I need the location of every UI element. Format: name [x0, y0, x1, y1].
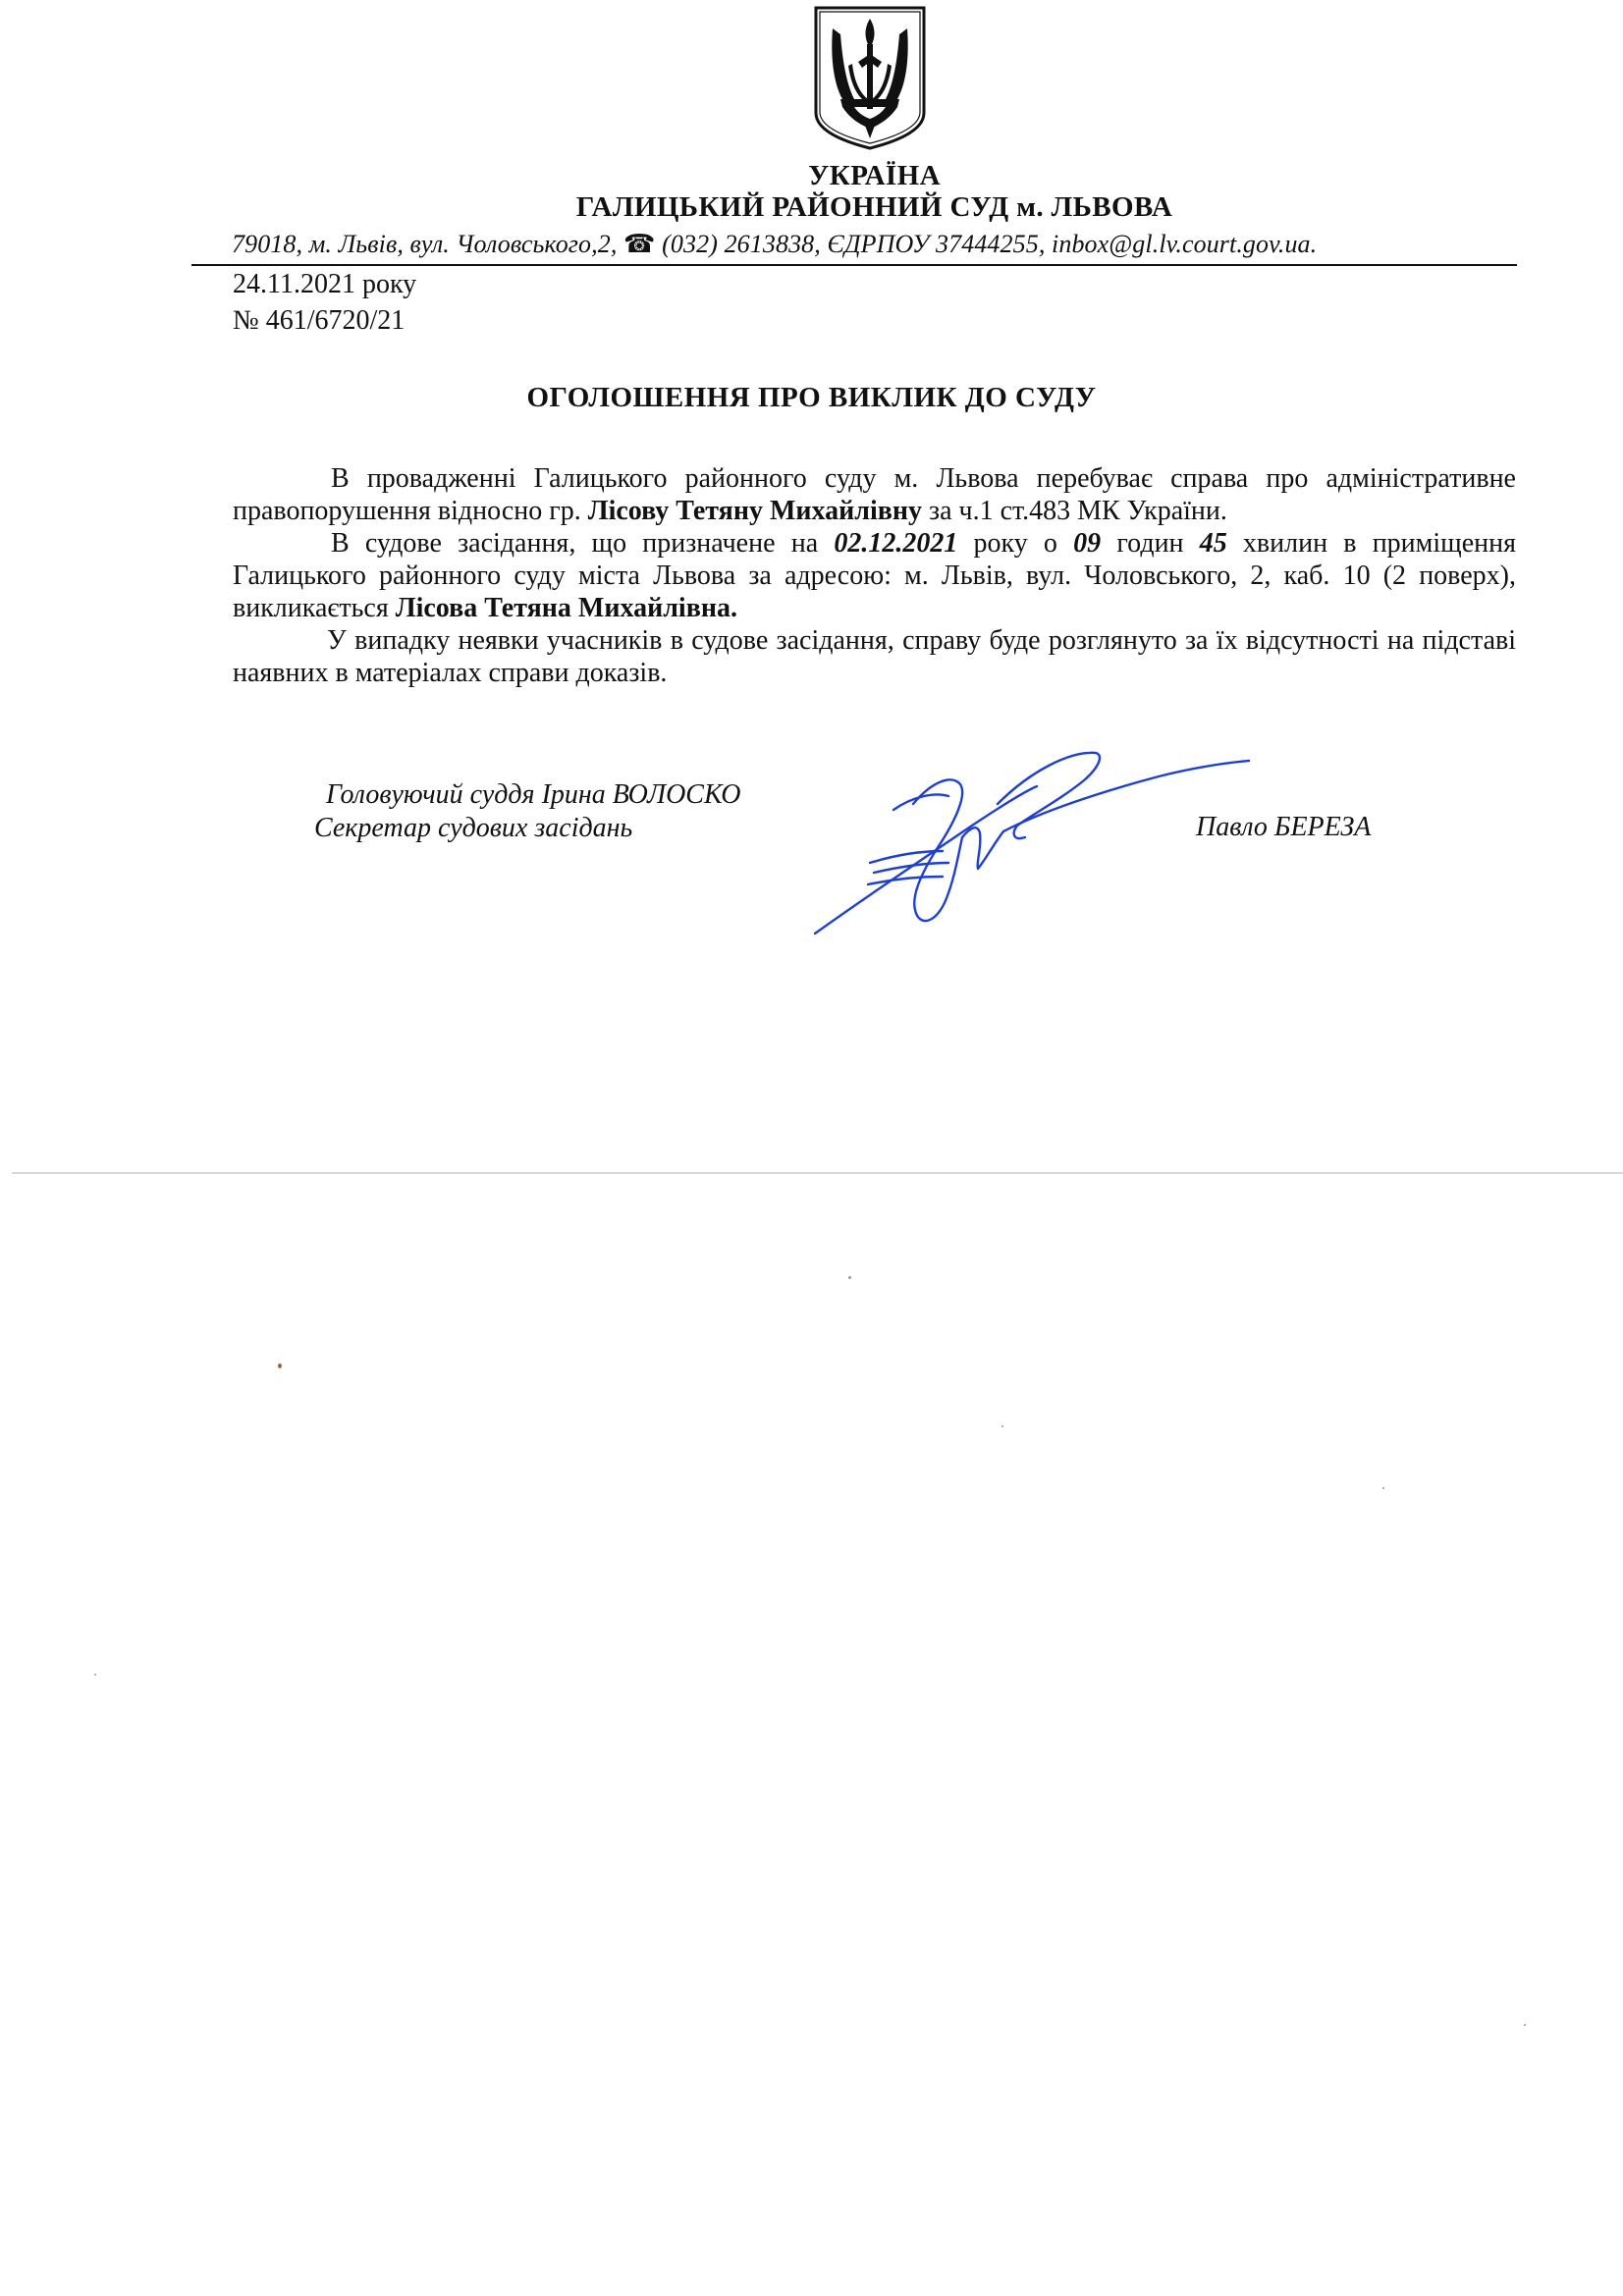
court-address-line: [232, 230, 1317, 259]
scan-speck: [1382, 1487, 1384, 1489]
secretary-title: Секретар судових засідань: [314, 813, 633, 843]
paragraph-case: [233, 462, 1516, 527]
summoned-person-name: Лісова Тетяна Михайлівна.: [395, 593, 737, 623]
signatories-block: [314, 778, 741, 845]
header-divider: [191, 264, 1517, 266]
scan-page-edge: [12, 1172, 1623, 1174]
hearing-date: 02.12.2021: [834, 528, 958, 559]
trident-coat-of-arms-icon: [813, 5, 927, 150]
secretary-name: Павло БЕРЕЗА: [1196, 812, 1372, 842]
address-text: 79018, м. Львів, вул. Чоловського,2,: [232, 230, 624, 258]
paragraph-text: годин: [1101, 528, 1200, 559]
case-number: № 461/6720/21: [233, 305, 406, 336]
hearing-hours: 09: [1073, 528, 1102, 559]
handwritten-signature: [805, 741, 1257, 947]
contact-text: (032) 2613838, ЄДРПОУ 37444255, inbox@gl.lv.court.gov.ua.: [655, 230, 1318, 258]
scan-speck: [94, 1674, 96, 1676]
scan-speck: [1001, 1425, 1003, 1427]
paragraph-text: року о: [957, 528, 1074, 559]
telephone-icon: ☎: [623, 230, 656, 258]
paragraph-absence-notice: У випадку неявки учасників в судове засідання, справу буде розглянуто за їх відсутності на підставі наявних в матеріалах справи доказів.: [233, 625, 1516, 688]
paragraph-hearing: [233, 527, 1516, 624]
hearing-minutes: 45: [1199, 528, 1227, 559]
paragraph-text: за ч.1 ст.483 МК України.: [922, 496, 1227, 526]
defendant-name: Лісову Тетяну Михайлівну: [587, 496, 923, 526]
presiding-judge: Головуючий суддя Ірина ВОЛОСКО: [326, 779, 741, 810]
paragraph-text: хвилин в приміщення Галицького районного суду міста Львова за адресою: м. Львів, вул. Чоловського, 2, каб. 10 (2 поверх), викликається: [233, 528, 1516, 623]
paragraph-text: В провадженні Галицького районного суду м. Львова перебуває справа про адміністративне правопорушення відносно гр.: [233, 463, 1516, 526]
scan-speck: [278, 1363, 282, 1368]
paragraph-text: В судове засідання, що призначене на: [331, 528, 835, 559]
document-date: 24.11.2021 року: [233, 269, 417, 299]
document-body: [233, 462, 1516, 689]
header-country: УКРАЇНА: [808, 160, 941, 191]
scan-speck: [848, 1276, 851, 1279]
scan-speck: [1524, 2024, 1526, 2026]
header-court-name: ГАЛИЦЬКИЙ РАЙОННИЙ СУД м. ЛЬВОВА: [575, 191, 1173, 223]
document-title: ОГОЛОШЕННЯ ПРО ВИКЛИК ДО СУДУ: [526, 382, 1097, 413]
